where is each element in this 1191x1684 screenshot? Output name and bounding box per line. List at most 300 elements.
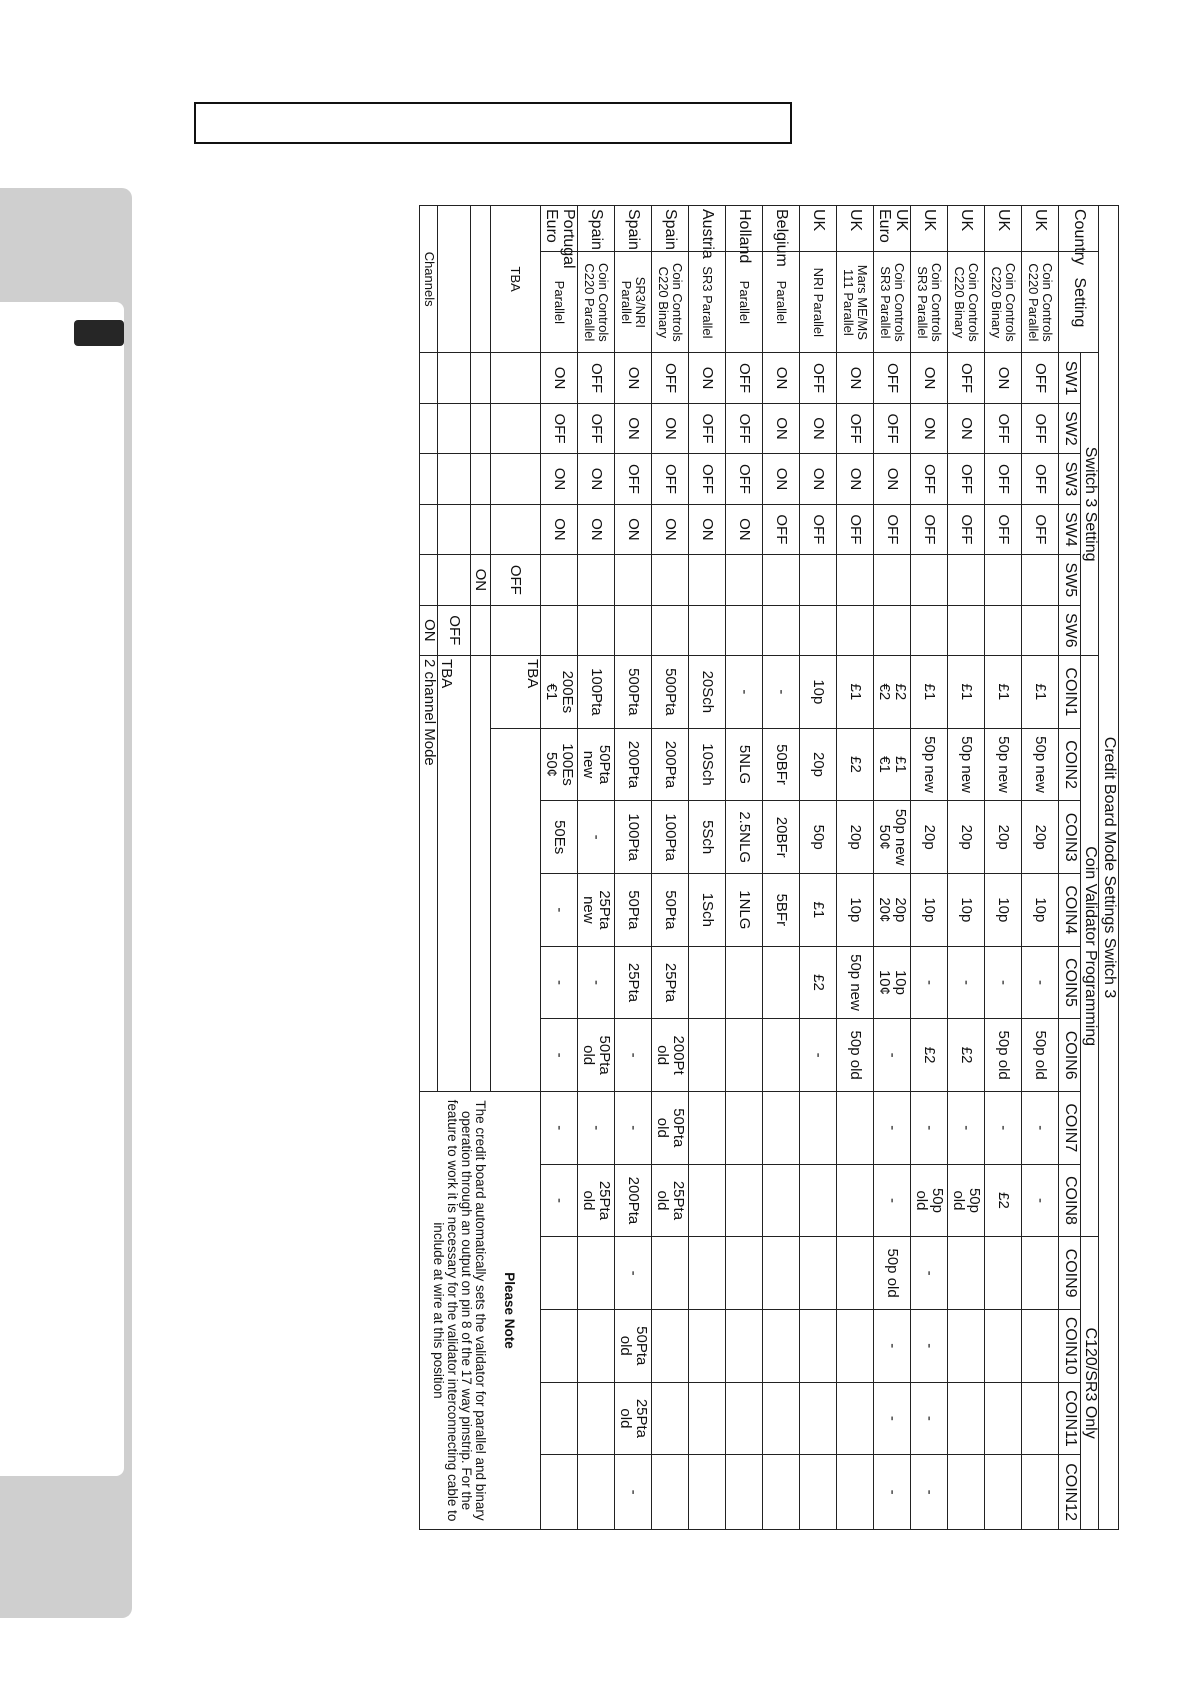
switch-cell: ON xyxy=(763,353,800,403)
coin-cell: 10p 10¢ xyxy=(874,946,911,1019)
coin-header: COIN4 xyxy=(1059,874,1081,947)
switch-cell xyxy=(615,605,652,655)
switch-cell: OFF xyxy=(763,504,800,554)
coin-cell: 25Pta xyxy=(615,946,652,1019)
switch-cell: ON xyxy=(652,403,689,453)
switch-cell: OFF xyxy=(948,504,985,554)
coin-cell: 50Pta old xyxy=(615,1309,652,1382)
table-row xyxy=(652,206,689,1530)
switch-cell xyxy=(652,555,689,605)
coin-cell: - xyxy=(763,656,800,729)
coin-cell xyxy=(541,1237,578,1310)
country-cell: Spain xyxy=(578,206,615,252)
table-row xyxy=(1022,206,1059,1530)
coin-cell: £1 xyxy=(1022,656,1059,729)
switch-cell: OFF xyxy=(911,504,948,554)
coin-cell: - xyxy=(874,1309,911,1382)
switch-cell: OFF xyxy=(837,504,874,554)
coin-cell: 10p xyxy=(911,874,948,947)
coin-cell: - xyxy=(1022,1164,1059,1237)
coin-cell: 25Pta new xyxy=(578,874,615,947)
coin-cell: - xyxy=(911,1455,948,1530)
switch-cell: OFF xyxy=(578,403,615,453)
sw-header: SW4 xyxy=(1059,504,1081,554)
coin-cell xyxy=(689,1164,726,1237)
table-row xyxy=(689,206,726,1530)
switch-cell: ON xyxy=(689,504,726,554)
switch-cell: ON xyxy=(948,403,985,453)
coin-cell: 5Sch xyxy=(689,801,726,874)
country-cell: UK xyxy=(911,206,948,252)
coin-header: COIN5 xyxy=(1059,946,1081,1019)
coin-header: COIN10 xyxy=(1059,1309,1081,1382)
coin-cell: 1NLG xyxy=(726,874,763,947)
table-row xyxy=(874,206,911,1530)
country-header: Country xyxy=(1059,206,1099,252)
switch-cell: ON xyxy=(578,504,615,554)
coin-cell: - xyxy=(911,1237,948,1310)
switch-cell: ON xyxy=(726,504,763,554)
coin-cell xyxy=(726,946,763,1019)
coin-cell xyxy=(578,1382,615,1455)
setting-cell: Coin Controls C220 Parallel xyxy=(578,252,615,353)
coin-cell: 50p new xyxy=(911,728,948,801)
coin-cell xyxy=(652,1455,689,1530)
coin-cell: - xyxy=(541,1164,578,1237)
switch-cell: ON xyxy=(874,454,911,504)
coin-cell: £2 xyxy=(948,1019,985,1092)
country-cell: Spain xyxy=(615,206,652,252)
note-text: The credit board automatically sets the validator for parallel and binary operation through an output on pin 8 of the 17 way pinstrip. For the feature to work it is necessary for the validator interconnecting cable to include at wire at this position xyxy=(430,1099,489,1522)
page-title-box xyxy=(194,102,792,144)
coin-cell: - xyxy=(541,1091,578,1164)
coin-cell: 50p old xyxy=(948,1164,985,1237)
coin-cell: 10Sch xyxy=(689,728,726,801)
coin-cell xyxy=(578,1455,615,1530)
coin-cell xyxy=(541,1455,578,1530)
switch-cell: ON xyxy=(615,353,652,403)
coin-group-header: Coin Validator Programming xyxy=(1081,656,1099,1237)
coin-cell xyxy=(837,1382,874,1455)
coin-cell xyxy=(837,1237,874,1310)
switch-cell xyxy=(615,555,652,605)
coin-cell xyxy=(837,1309,874,1382)
sw-header: SW1 xyxy=(1059,353,1081,403)
switch-cell: OFF xyxy=(948,353,985,403)
coin-cell xyxy=(948,1382,985,1455)
switch-cell xyxy=(652,605,689,655)
coin-cell xyxy=(800,1237,837,1310)
coin-header: COIN7 xyxy=(1059,1091,1081,1164)
coin-cell xyxy=(726,1455,763,1530)
country-cell: UK Euro xyxy=(874,206,911,252)
coin-cell: 50Pta old xyxy=(652,1091,689,1164)
coin-cell: - xyxy=(985,946,1022,1019)
switch-cell: ON xyxy=(800,454,837,504)
coin-cell: - xyxy=(578,946,615,1019)
switch-cell xyxy=(541,605,578,655)
coin-cell: 5NLG xyxy=(726,728,763,801)
switch-cell: OFF xyxy=(837,403,874,453)
country-cell: Austria xyxy=(689,206,726,252)
switch-cell xyxy=(985,605,1022,655)
please-note xyxy=(420,1091,541,1529)
switch-cell: ON xyxy=(763,454,800,504)
coin-cell: £1 xyxy=(911,656,948,729)
coin-cell: £2 xyxy=(837,728,874,801)
switch-cell: ON xyxy=(615,403,652,453)
switch-cell: OFF xyxy=(726,403,763,453)
coin-cell: - xyxy=(874,1019,911,1092)
table-row xyxy=(837,206,874,1530)
coin-cell: 50p old xyxy=(837,1019,874,1092)
switch-cell: OFF xyxy=(578,353,615,403)
coin-cell: - xyxy=(874,1455,911,1530)
coin-cell xyxy=(837,1164,874,1237)
coin-header: COIN3 xyxy=(1059,801,1081,874)
switch-cell xyxy=(874,605,911,655)
coin-cell xyxy=(726,1382,763,1455)
switch-cell: OFF xyxy=(726,454,763,504)
coin-cell xyxy=(763,1237,800,1310)
table-row xyxy=(763,206,800,1530)
switch-cell: OFF xyxy=(1022,403,1059,453)
switch-cell: OFF xyxy=(615,454,652,504)
switch-cell: ON xyxy=(911,353,948,403)
coin-cell: - xyxy=(1022,946,1059,1019)
switch-cell xyxy=(948,605,985,655)
switch-cell: OFF xyxy=(985,504,1022,554)
coin-cell: - xyxy=(578,1091,615,1164)
switch-cell xyxy=(1022,555,1059,605)
switch-cell xyxy=(911,605,948,655)
coin-cell: 200Es €1 xyxy=(541,656,578,729)
coin-cell: - xyxy=(578,801,615,874)
coin-cell: - xyxy=(726,656,763,729)
coin-cell: 200Pta xyxy=(615,1164,652,1237)
coin-cell xyxy=(652,1382,689,1455)
coin-cell: - xyxy=(874,1164,911,1237)
coin-cell: 20p xyxy=(948,801,985,874)
coin-cell xyxy=(689,1019,726,1092)
country-cell: Spain xyxy=(652,206,689,252)
table-row xyxy=(911,206,948,1530)
switch-cell: ON xyxy=(837,454,874,504)
coin-cell xyxy=(985,1237,1022,1310)
coin-cell xyxy=(948,1309,985,1382)
switch-cell: OFF xyxy=(652,353,689,403)
coin-cell xyxy=(800,1164,837,1237)
coin-cell: 20Sch xyxy=(689,656,726,729)
coin-cell: 5BFr xyxy=(763,874,800,947)
switch-cell: OFF xyxy=(652,454,689,504)
coin-cell: - xyxy=(615,1455,652,1530)
setting-cell: NRI Parallel xyxy=(800,252,837,353)
coin-cell: 200Pta xyxy=(615,728,652,801)
setting-cell: Coin Controls C220 Binary xyxy=(948,252,985,353)
coin-cell: 10p xyxy=(800,656,837,729)
switch-cell: ON xyxy=(615,504,652,554)
switch-cell: OFF xyxy=(689,403,726,453)
setting-cell: Coin Controls C220 Binary xyxy=(985,252,1022,353)
country-cell: Portugal Euro xyxy=(541,206,578,252)
coin-cell: - xyxy=(911,1382,948,1455)
setting-cell: Coin Controls C220 Binary xyxy=(652,252,689,353)
switch-cell: ON xyxy=(541,353,578,403)
coin-cell xyxy=(985,1455,1022,1530)
coin-cell xyxy=(763,1455,800,1530)
switch-cell: OFF xyxy=(689,454,726,504)
switch-cell xyxy=(578,605,615,655)
tba-setting: TBA xyxy=(491,206,541,353)
coin-cell xyxy=(726,1091,763,1164)
coin-cell: 20p xyxy=(911,801,948,874)
coin-cell: 10p xyxy=(837,874,874,947)
coin-cell: - xyxy=(541,1019,578,1092)
coin-cell: 20p xyxy=(985,801,1022,874)
coin-cell xyxy=(726,1237,763,1310)
setting-cell: Parallel xyxy=(541,252,578,353)
coin-cell xyxy=(1022,1237,1059,1310)
switch-cell: OFF xyxy=(985,454,1022,504)
switch-cell xyxy=(985,555,1022,605)
coin-cell xyxy=(763,1091,800,1164)
coin-cell xyxy=(689,1237,726,1310)
coin-cell: 50Pta xyxy=(615,874,652,947)
coin-cell: - xyxy=(541,946,578,1019)
coin-cell xyxy=(726,1309,763,1382)
coin-cell xyxy=(689,1091,726,1164)
coin-cell xyxy=(948,1237,985,1310)
coin-cell: £1 xyxy=(800,874,837,947)
switch-cell xyxy=(800,555,837,605)
coin-cell: - xyxy=(911,1091,948,1164)
switch-cell: OFF xyxy=(874,504,911,554)
switch-cell: OFF xyxy=(800,353,837,403)
setting-cell: Parallel xyxy=(763,252,800,353)
coin-cell: 500Pta xyxy=(652,656,689,729)
country-cell: UK xyxy=(948,206,985,252)
coin-cell: 25Pta old xyxy=(578,1164,615,1237)
setting-cell: SR3 Parallel xyxy=(689,252,726,353)
coin-cell: 100Pta xyxy=(578,656,615,729)
coin-cell xyxy=(689,946,726,1019)
coin-cell: - xyxy=(948,1091,985,1164)
coin-cell xyxy=(763,1309,800,1382)
tba-coin: TBA xyxy=(491,656,541,729)
switch-cell xyxy=(578,555,615,605)
coin-cell: 10p xyxy=(985,874,1022,947)
switch-cell: OFF xyxy=(726,353,763,403)
side-tab-inner xyxy=(0,302,124,1476)
switch-cell xyxy=(1022,605,1059,655)
coin-cell: 50p xyxy=(800,801,837,874)
table-row xyxy=(948,206,985,1530)
c120-group-header: C120/SR3 Only xyxy=(1081,1237,1099,1530)
coin-cell xyxy=(689,1455,726,1530)
switch-cell: ON xyxy=(541,454,578,504)
coin-cell xyxy=(541,1382,578,1455)
sw-header: SW2 xyxy=(1059,403,1081,453)
coin-cell xyxy=(541,1309,578,1382)
coin-cell xyxy=(1022,1455,1059,1530)
coin-cell xyxy=(800,1091,837,1164)
coin-cell: 20p 20¢ xyxy=(874,874,911,947)
coin-cell xyxy=(1022,1382,1059,1455)
credit-board-settings-table xyxy=(420,205,1120,1530)
coin-cell: 20BFr xyxy=(763,801,800,874)
coin-cell: - xyxy=(615,1237,652,1310)
coin-cell xyxy=(763,1382,800,1455)
coin-cell: 50Es xyxy=(541,801,578,874)
country-cell: UK xyxy=(1022,206,1059,252)
coin-cell xyxy=(578,1309,615,1382)
coin-cell: - xyxy=(948,946,985,1019)
coin-cell: - xyxy=(1022,1091,1059,1164)
coin-cell: - xyxy=(911,946,948,1019)
coin-cell: 100Pta xyxy=(652,801,689,874)
setting-cell: Mars ME/MS 111 Parallel xyxy=(837,252,874,353)
coin-cell xyxy=(948,1455,985,1530)
switch-cell xyxy=(763,605,800,655)
channels-label: Channels xyxy=(420,206,438,353)
coin-cell: 20p xyxy=(800,728,837,801)
coin-header: COIN11 xyxy=(1059,1382,1081,1455)
switch-cell: OFF xyxy=(1022,454,1059,504)
table-row xyxy=(541,206,578,1530)
coin-cell xyxy=(763,1019,800,1092)
coin-cell: 25Pta xyxy=(652,946,689,1019)
coin-cell xyxy=(652,1237,689,1310)
coin-cell: - xyxy=(874,1382,911,1455)
setting-cell: Coin Controls SR3 Parallel xyxy=(911,252,948,353)
coin-cell: 50BFr xyxy=(763,728,800,801)
switch-cell: OFF xyxy=(874,403,911,453)
switch-cell xyxy=(763,555,800,605)
switch-cell xyxy=(541,555,578,605)
switch-cell: OFF xyxy=(1022,504,1059,554)
switch-cell xyxy=(911,555,948,605)
coin-cell: - xyxy=(911,1309,948,1382)
coin-cell xyxy=(726,1164,763,1237)
switch-cell: ON xyxy=(652,504,689,554)
switch-cell xyxy=(689,605,726,655)
switch-cell: OFF xyxy=(541,403,578,453)
switch-cell xyxy=(837,555,874,605)
switch-cell xyxy=(726,605,763,655)
coin-cell: 50p new xyxy=(1022,728,1059,801)
switch-cell: ON xyxy=(911,403,948,453)
table-title: Credit Board Mode Settings Switch 3 xyxy=(1099,206,1119,1530)
switch-cell: OFF xyxy=(800,504,837,554)
coin-cell: 200Pta xyxy=(652,728,689,801)
coin-cell: 50Pta xyxy=(652,874,689,947)
setting-cell: Coin Controls C220 Parallel xyxy=(1022,252,1059,353)
switch-cell xyxy=(948,555,985,605)
coin-header: COIN9 xyxy=(1059,1237,1081,1310)
coin-cell: 500Pta xyxy=(615,656,652,729)
coin-cell xyxy=(726,1019,763,1092)
coin-header: COIN12 xyxy=(1059,1455,1081,1530)
coin-cell: 25Pta old xyxy=(652,1164,689,1237)
sw-header: SW3 xyxy=(1059,454,1081,504)
switch-cell xyxy=(726,555,763,605)
table-row xyxy=(985,206,1022,1530)
coin-cell: 50p new 50¢ xyxy=(874,801,911,874)
switch-cell: OFF xyxy=(985,403,1022,453)
settings-table-frame xyxy=(420,205,1119,1530)
coin-cell: 50p old xyxy=(1022,1019,1059,1092)
coin-header: COIN6 xyxy=(1059,1019,1081,1092)
coin-cell xyxy=(1022,1309,1059,1382)
sw6-off-tba: TBA xyxy=(438,659,456,689)
switch-cell: ON xyxy=(578,454,615,504)
country-cell: Belgium xyxy=(763,206,800,252)
coin-cell: 10p xyxy=(1022,874,1059,947)
switch-cell xyxy=(689,555,726,605)
setting-cell: Coin Controls SR3 Parallel xyxy=(874,252,911,353)
country-cell: UK xyxy=(985,206,1022,252)
table-row xyxy=(726,206,763,1530)
coin-cell: 100Pta xyxy=(615,801,652,874)
coin-cell xyxy=(837,1455,874,1530)
coin-cell: 50Pta new xyxy=(578,728,615,801)
coin-cell: 20p xyxy=(837,801,874,874)
table-row xyxy=(800,206,837,1530)
switch-cell: ON xyxy=(689,353,726,403)
coin-cell: - xyxy=(615,1019,652,1092)
coin-cell xyxy=(800,1455,837,1530)
switch-cell: OFF xyxy=(911,454,948,504)
setting-header: Setting xyxy=(1059,252,1099,353)
coin-cell: - xyxy=(615,1091,652,1164)
coin-header: COIN2 xyxy=(1059,728,1081,801)
chapter-marker xyxy=(74,320,124,346)
coin-cell: £2 xyxy=(911,1019,948,1092)
coin-cell: 20p xyxy=(1022,801,1059,874)
coin-cell: £2 xyxy=(985,1164,1022,1237)
table-row xyxy=(615,206,652,1530)
coin-cell: 50p new xyxy=(985,728,1022,801)
coin-cell: £1 €1 xyxy=(874,728,911,801)
coin-cell: 50p new xyxy=(837,946,874,1019)
switch-cell xyxy=(837,605,874,655)
coin-cell: 10p xyxy=(948,874,985,947)
coin-cell xyxy=(763,946,800,1019)
switch-cell: OFF xyxy=(874,353,911,403)
coin-cell: £1 xyxy=(985,656,1022,729)
sw5-on: ON xyxy=(471,555,491,605)
coin-cell xyxy=(800,1309,837,1382)
sw5-off: OFF xyxy=(491,555,541,605)
sw-header: SW5 xyxy=(1059,555,1081,605)
coin-cell: £1 xyxy=(948,656,985,729)
coin-cell: 2.5NLG xyxy=(726,801,763,874)
coin-cell xyxy=(652,1309,689,1382)
sw6-on: ON xyxy=(420,605,438,655)
note-title: Please Note xyxy=(501,1272,517,1349)
coin-cell: £2 €2 xyxy=(874,656,911,729)
country-cell: Holland xyxy=(726,206,763,252)
coin-cell: 50p old xyxy=(874,1237,911,1310)
coin-cell: £2 xyxy=(800,946,837,1019)
coin-cell: - xyxy=(800,1019,837,1092)
coin-cell xyxy=(763,1164,800,1237)
switch-cell: OFF xyxy=(1022,353,1059,403)
country-cell: UK xyxy=(837,206,874,252)
switch-cell xyxy=(874,555,911,605)
coin-cell xyxy=(689,1382,726,1455)
